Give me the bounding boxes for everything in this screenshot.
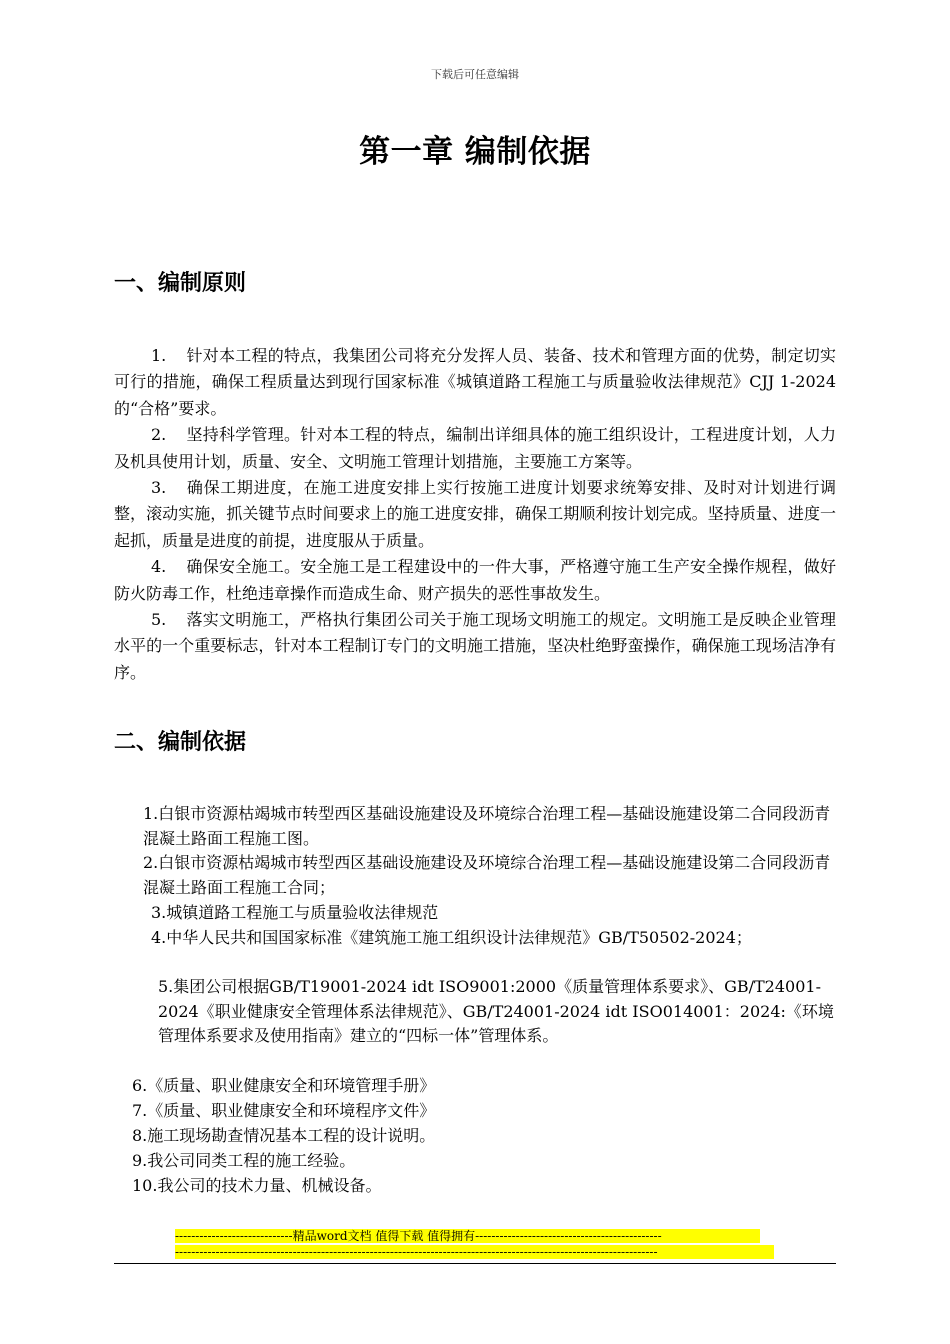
basis-item: 1.白银市资源枯竭城市转型西区基础设施建设及环境综合治理工程—基础设施建设第二合同段沥青混凝土路面工程施工图。	[143, 804, 831, 848]
principle-item: 4. 确保安全施工。安全施工是工程建设中的一件大事，严格遵守施工生产安全操作规程，做好防火防毒工作，杜绝违章操作而造成生命、财产损失的恶性事故发生。	[114, 557, 836, 603]
basis-item: 7.《质量、职业健康安全和环境程序文件》	[132, 1101, 436, 1120]
basis-item: 10.我公司的技术力量、机械设备。	[132, 1176, 382, 1195]
basis-item: 9.我公司同类工程的施工经验。	[132, 1151, 356, 1170]
footer-banner-line1: -----------------------------精品word文档 值得下载 值得拥有----------------------------------------------	[175, 1229, 760, 1243]
section-title-principles: 一、编制原则	[114, 271, 247, 296]
principle-item: 1. 针对本工程的特点，我集团公司将充分发挥人员、装备、技术和管理方面的优势，制定切实可行的措施，确保工程质量达到现行国家标准《城镇道路工程施工与质量验收法律规范》CJJ 1-2024的“合格”要求。	[114, 346, 836, 418]
basis-item: 2.白银市资源枯竭城市转型西区基础设施建设及环境综合治理工程—基础设施建设第二合同段沥青混凝土路面工程施工合同；	[143, 853, 831, 897]
chapter-title: 第一章 编制依据	[359, 134, 591, 170]
basis-item: 5.集团公司根据GB/T19001-2024 idt ISO9001:2000《质量管理体系要求》、GB/T24001-2024《职业健康安全管理体系法律规范》、GB/T24001-2024 idt ISO014001：2024:《环境管理体系要求及使用指南》建立的“四标一体”管理体系。	[158, 977, 834, 1046]
basis-item: 4.中华人民共和国国家标准《建筑施工施工组织设计法律规范》GB/T50502-2024；	[151, 928, 752, 947]
principles-list	[114, 343, 836, 686]
principle-item: 2. 坚持科学管理。针对本工程的特点，编制出详细具体的施工组织设计，工程进度计划，人力及机具使用计划，质量、安全、文明施工管理计划措施，主要施工方案等。	[114, 425, 836, 471]
footer-banner-line2: -----------------------------------------------------------------------------------------------------------------------	[175, 1245, 774, 1259]
basis-item: 3.城镇道路工程施工与质量验收法律规范	[151, 903, 439, 922]
principle-item: 3. 确保工期进度，在施工进度安排上实行按施工进度计划要求统筹安排、及时对计划进行调整，滚动实施，抓关键节点时间要求上的施工进度安排，确保工期顺利按计划完成。坚持质量、进度一起抓，质量是进度的前提，进度服从于质量。	[114, 478, 836, 550]
section-title-basis: 二、编制依据	[114, 730, 247, 755]
header-note: 下载后可任意编辑	[431, 68, 519, 81]
basis-item: 8.施工现场勘查情况基本工程的设计说明。	[132, 1126, 436, 1145]
principle-item: 5. 落实文明施工，严格执行集团公司关于施工现场文明施工的规定。文明施工是反映企业管理水平的一个重要标志，针对本工程制订专门的文明施工措施，坚决杜绝野蛮操作，确保施工现场洁净有序。	[114, 610, 836, 682]
footer-rule	[114, 1263, 836, 1264]
basis-item: 6.《质量、职业健康安全和环境管理手册》	[132, 1076, 436, 1095]
